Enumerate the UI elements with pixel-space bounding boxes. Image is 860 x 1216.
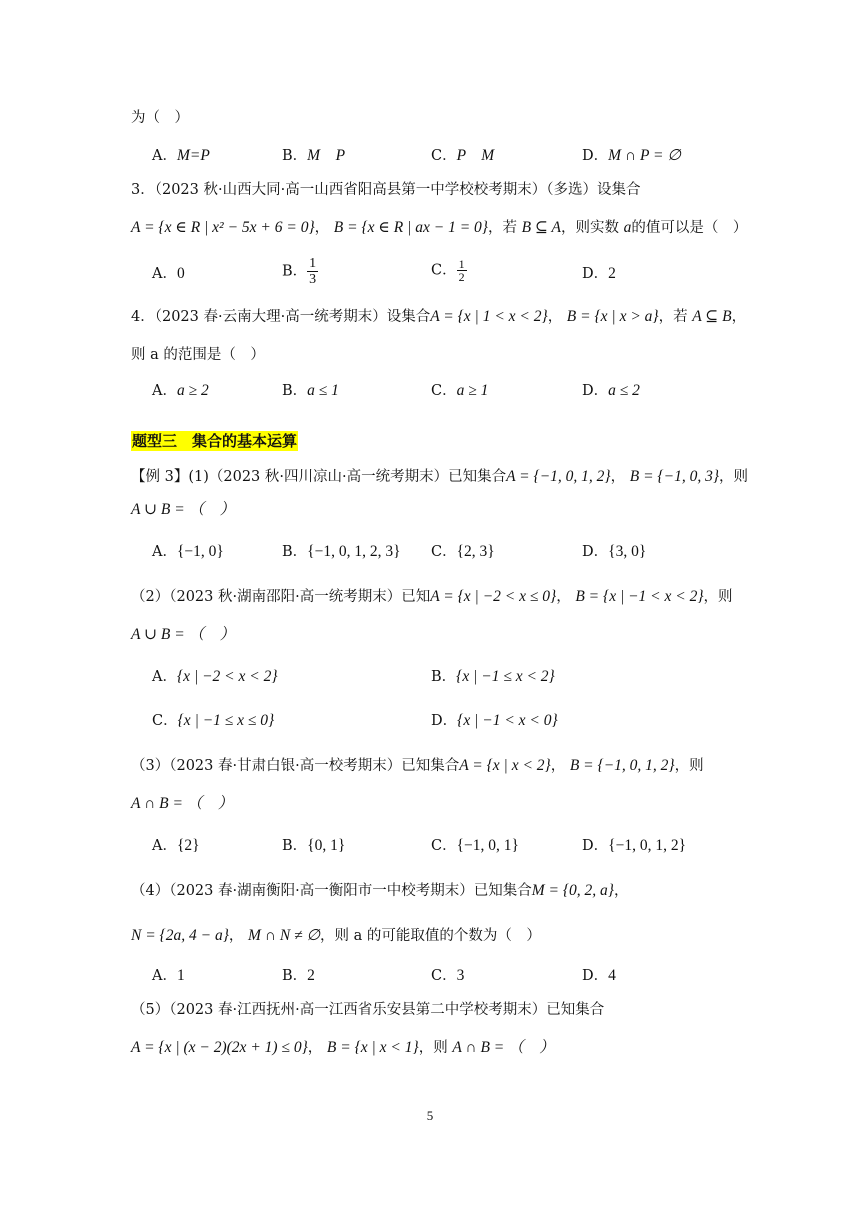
ex3-p4-option-d: D．4 [582, 967, 616, 984]
ex3-p4-line2: N = {2a, 4 − a}， M ∩ N ≠ ∅，则 a 的可能取值的个数为（ ） [131, 927, 541, 944]
q3-intro: 3．（2023 秋·山西大同·高一山西省阳高县第一中学校校考期末）（多选）设集合 [131, 182, 641, 198]
q3-condition: B ⊆ A [521, 219, 562, 236]
ex3-p2-option-a: A．{x | −2 < x < 2} [152, 668, 278, 685]
ex3-p3-line1: （3）（2023 春·甘肃白银·高一校考期末）已知集合A = {x | x < 2}， B = {−1, 0, 1, 2}，则 [131, 757, 704, 774]
ex3-p4-option-c: C．3 [431, 967, 465, 984]
q4-option-b: B．a ≤ 1 [282, 382, 339, 399]
ex3-p5-line2: A = {x | (x − 2)(2x + 1) ≤ 0}， B = {x | x < 1}，则 A ∩ B = （ ） [131, 1039, 555, 1056]
option-label: A． [152, 148, 177, 164]
ex3-p5-line1: （5）（2023 春·江西抚州·高一江西省乐安县第二中学校考期末）已知集合 [131, 1002, 605, 1018]
ex3-p3-option-a: A．{2} [152, 837, 200, 854]
ex3-p4-option-b: B．2 [282, 967, 315, 984]
q3-option-c: C． $\frac{1}{2}$ [431, 257, 465, 284]
q3-set-b: B = {x ∈ R | ax − 1 = 0} [333, 219, 488, 236]
ex3-p1-option-c: C．{2, 3} [431, 543, 495, 560]
fraction-one-half: $\frac{1}{2}$ [458, 257, 465, 284]
ex3-p3-option-b: B．{0, 1} [282, 837, 346, 854]
q4-set-a: A = {x | 1 < x < 2} [430, 308, 548, 325]
q3-option-a: A．0 [152, 265, 185, 282]
q4-line2: 则 a 的范围是（ ） [131, 347, 265, 363]
ex3-p3-option-c: C．{−1, 0, 1} [431, 837, 519, 854]
q3-set-a: A = {x ∈ R | x² − 5x + 6 = 0} [131, 219, 315, 236]
q4-option-d: D．a ≤ 2 [582, 382, 640, 399]
q4-line1: 4．（2023 春·云南大理·高一统考期末）设集合A = {x | 1 < x < 2}， B = {x | x > a}，若 A ⊆ B， [131, 308, 747, 325]
ex3-p1-option-b: B．{−1, 0, 1, 2, 3} [282, 543, 401, 560]
q2-option-d: D．M ∩ P = ∅ [582, 147, 681, 164]
q4-condition: A ⊆ B [692, 308, 732, 325]
ex3-p1-option-d: D．{3, 0} [582, 543, 647, 560]
q4-option-c: C．a ≥ 1 [431, 382, 489, 399]
option-label: D． [582, 148, 609, 164]
q3-line2: A = {x ∈ R | x² − 5x + 6 = 0}， B = {x ∈ R | ax − 1 = 0}，若 B ⊆ A，则实数 a的值可以是（ ） [131, 219, 748, 236]
ex3-p4-option-a: A．1 [152, 967, 185, 984]
fraction-one-third: $\frac{1}{3}$ [309, 256, 317, 287]
page-number: 5 [426, 1108, 434, 1123]
ex3-p1-option-a: A．{−1, 0} [152, 543, 224, 560]
ex3-p4-line1: （4）（2023 春·湖南衡阳·高一衡阳市一中校考期末）已知集合M = {0, 2, a}， [131, 882, 629, 899]
ex3-p2-option-c: C．{x | −1 ≤ x ≤ 0} [152, 712, 275, 729]
ex3-p1-line1: 【例 3】(1)（2023 秋·四川凉山·高一统考期末）已知集合A = {−1, 0, 1, 2}， B = {−1, 0, 3}，则 [131, 468, 749, 485]
ex3-p1-ask: A ∪ B = （ ） [131, 501, 236, 518]
ex3-p2-ask: A ∪ B = （ ） [131, 626, 236, 643]
option-label: B． [282, 148, 308, 164]
ex3-p2-option-b: B．{x | −1 ≤ x < 2} [431, 668, 555, 685]
q2-stem-tail: 为（ ） [131, 110, 189, 126]
option-label: C． [431, 148, 457, 164]
ex3-p2-option-d: D．{x | −1 < x < 0} [431, 712, 558, 729]
q4-option-a: A．a ≥ 2 [152, 382, 209, 399]
q3-option-b: B． $\frac{1}{3}$ [282, 256, 317, 287]
section-heading: 题型三 集合的基本运算 [132, 432, 298, 450]
q3-option-d: D．2 [582, 265, 616, 282]
ex3-p3-ask: A ∩ B = （ ） [131, 795, 234, 812]
ex3-p3-option-d: D．{−1, 0, 1, 2} [582, 837, 687, 854]
ex3-p2-line1: （2）（2023 秋·湖南邵阳·高一统考期末）已知A = {x | −2 < x ≤ 0}， B = {x | −1 < x < 2}，则 [131, 588, 733, 605]
q4-set-b: B = {x | x > a} [566, 308, 659, 325]
q2-option-c: C．P M [431, 147, 495, 164]
q2-option-a: A．M=P [152, 147, 210, 164]
q2-option-b: B．M P [282, 147, 346, 164]
